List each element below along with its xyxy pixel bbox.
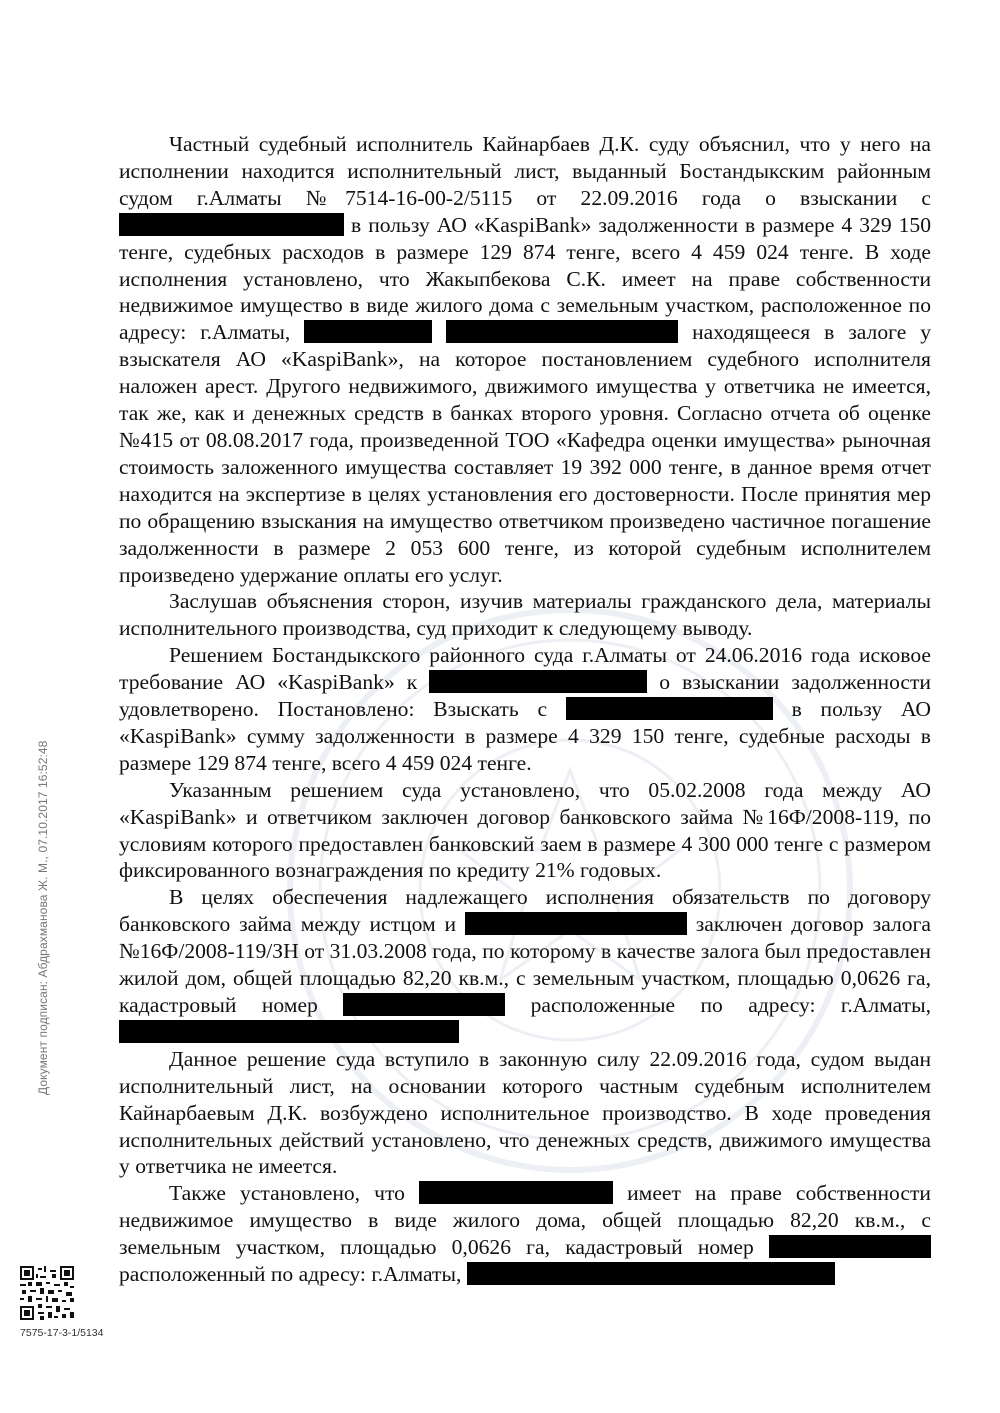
redaction-block [465, 912, 687, 935]
redaction-block [119, 213, 344, 236]
qr-code-icon [20, 1266, 74, 1320]
paragraph-prior-decision [119, 642, 931, 777]
signature-stamp-text: Документ подписан: Абдрахманова Ж. М., 07.10.2017 16:52:48 [36, 740, 50, 1095]
text-fragment: в пользу АО «KaspiBank» сумму задолженности в размере 4 329 150 тенге, судебные расходы в размере 129 874 тенге, всего 4 459 024 тенге. [119, 697, 931, 775]
text-fragment: имеет на праве собственности недвижимое имущество в виде жилого дома, общей площадью 82,20 кв.м., с земельным участком, площадью 0,0626 га, кадастровый номер [119, 1181, 931, 1260]
text-fragment: Заслушав объяснения сторон, изучив материалы гражданского дела, материалы исполнительного производства, суд приходит к следующему выводу. [119, 589, 931, 641]
paragraph-enforcement [119, 1046, 931, 1181]
text-fragment: в пользу АО «KaspiBank» задолженности в размере 4 329 150 тенге, судебных расходов в размере 129 874 тенге, всего 4 459 024 тенге. В ходе исполнения установлено, что Жакыпбекова С.К. имеет на праве собственности недвижимое имущество в виде жилого дома с земельным участком, расположенное по адресу: г.Алматы, [119, 212, 931, 345]
redaction-block [467, 1262, 835, 1285]
paragraph-court-conclusion [119, 588, 931, 642]
document-code: 7575-17-3-1/5134 [20, 1327, 104, 1339]
redaction-block [429, 670, 647, 693]
redaction-block [769, 1235, 931, 1258]
paragraph-collateral-agreement [119, 884, 931, 1045]
paragraph-property-ownership [119, 1180, 931, 1288]
text-fragment: Указанным решением суда установлено, что 05.02.2008 года между АО «KaspiBank» и ответчиком заключен договор банковского займа №16Ф/2008-119, по условиям которого предоставлен банковский заем в размере 4 300 000 тенге с размером фиксированного вознаграждения по кредиту 21% годовых. [119, 777, 931, 883]
decision-text [119, 131, 931, 1288]
paragraph-bailiff-explanation [119, 131, 931, 588]
text-fragment: расположенный по адресу: г.Алматы, [119, 1262, 462, 1287]
redaction-block [304, 320, 432, 343]
text-fragment: расположенные по адресу: г.Алматы, [530, 993, 931, 1017]
redaction-block [419, 1181, 613, 1204]
text-fragment: заключен договор залога №16Ф/2008-119/ЗН от 31.03.2008 года, по которому в качестве залога был предоставлен жилой дом, общей площадью 82,20 кв.м., с земельным участком, площадью 0,0626 га, кадастровый номер [119, 912, 931, 1017]
text-fragment: Частный судебный исполнитель Кайнарбаев Д.К. суду объяснил, что у него на исполнении находится исполнительный лист, выданный Бостандыкским районным судом г.Алматы №7514-16-00-2/5115 от 22.09.2016 года о взыскании с [119, 132, 931, 210]
text-fragment: находящееся в залоге у взыскателя АО «KaspiBank», на которое постановлением судебного исполнителя наложен арест. Другого недвижимого, движимого имущества у ответчика не имеется, так же, как и денежных средств в банках второго уровня. Согласно отчета об оценке №415 от 08.08.2017 года, произведенной ТОО «Кафедра оценки имущества» рыночная стоимость заложенного имущества составляет 19 392 000 тенге, в данное время отчет находится на экспертизе в целях установления его достоверности. После принятия мер по обращению взыскания на имущество ответчиком произведено частичное погашение задолженности в размере 2 053 600 тенге, из которой судебным исполнителем произведено удержание оплаты его услуг. [119, 320, 931, 587]
paragraph-loan-agreement [119, 777, 931, 885]
text-fragment: о взыскании задолженности удовлетворено. Постановлено: Взыскать с [119, 670, 931, 722]
redaction-block [343, 993, 505, 1016]
text-fragment: Данное решение суда вступило в законную силу 22.09.2016 года, судом выдан исполнительный лист, на основании которого частным судебным исполнителем Кайнарбаевым Д.К. возбуждено исполнительное производство. В ходе проведения исполнительных действий установлено, что денежных средств, движимого имущества у ответчика не имеется. [119, 1046, 931, 1179]
redaction-block [446, 320, 678, 343]
text-fragment: Также установлено, что [169, 1181, 405, 1206]
text-fragment: В целях обеспечения надлежащего исполнения обязательств по договору банковского займа между истцом и [119, 885, 931, 937]
redaction-block [119, 1020, 459, 1043]
redaction-block [566, 697, 773, 720]
text-fragment: Решением Бостандыкского районного суда г.Алматы от 24.06.2016 года исковое требование АО «KaspiBank» к [119, 643, 931, 695]
